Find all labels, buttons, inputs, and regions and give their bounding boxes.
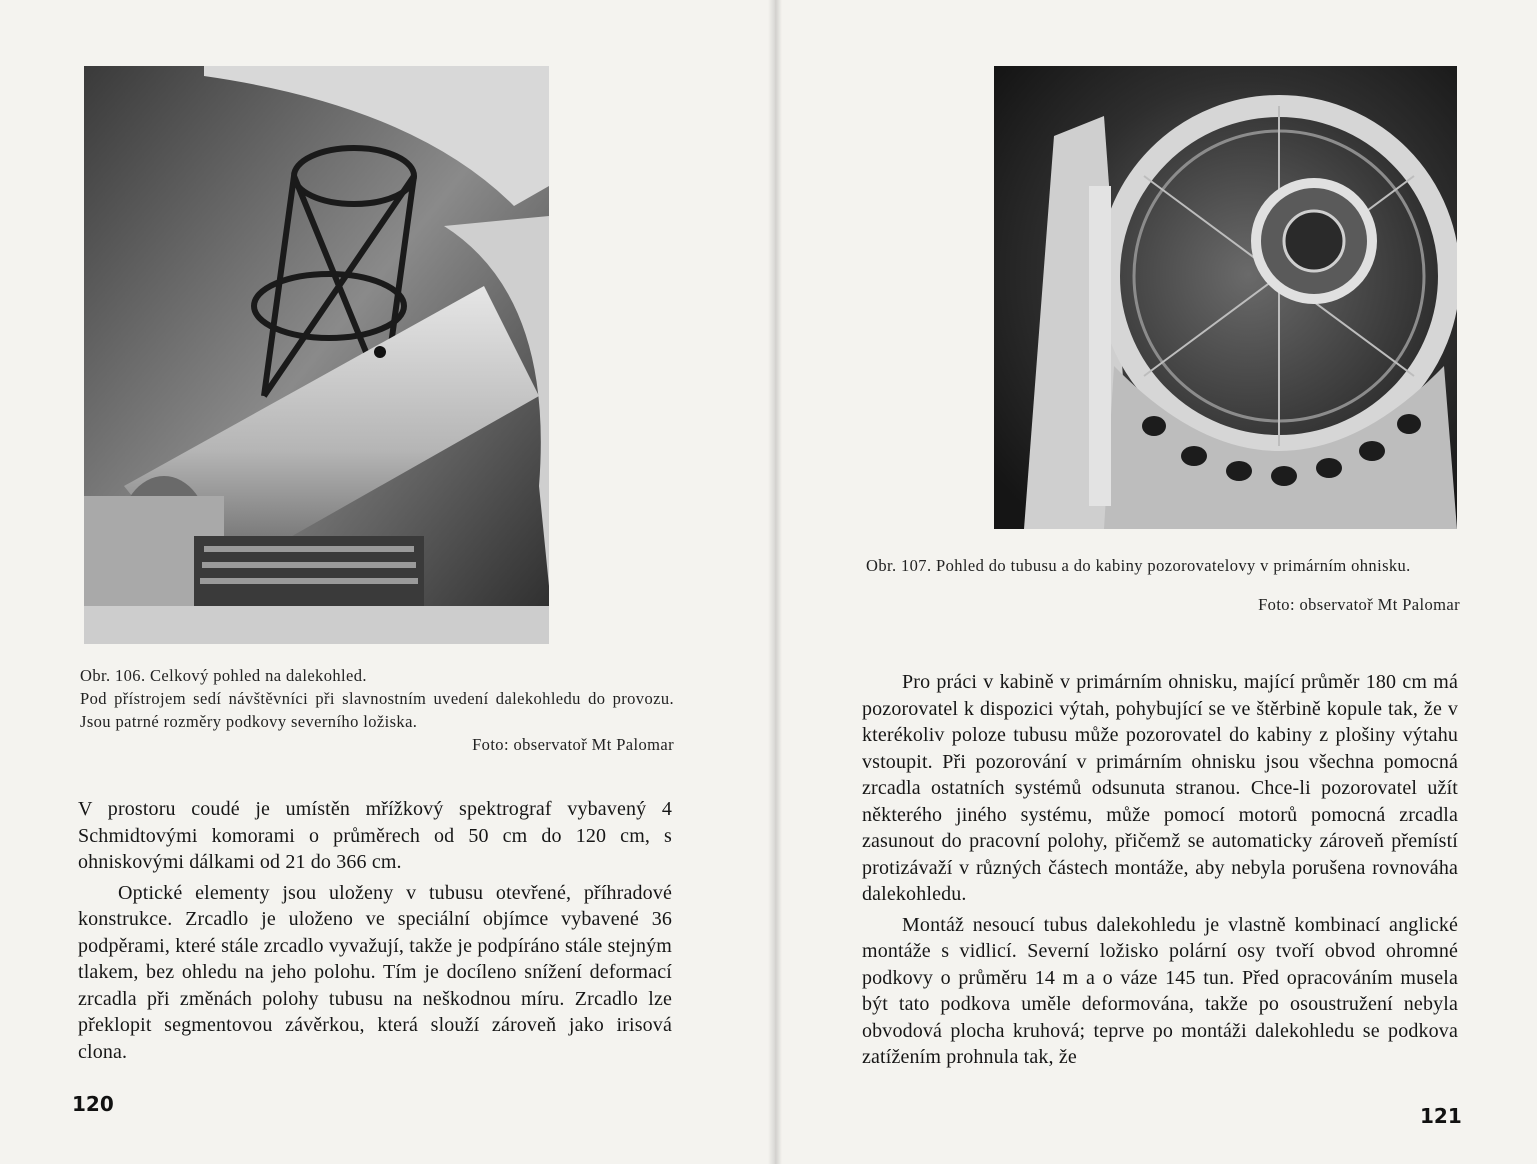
- paragraph: V prostoru coudé je umístěn mřížkový spektrograf vybavený 4 Schmidtovými komorami o průměrech od 50 cm do 120 cm, s ohniskovými dálkami od 21 do 366 cm.: [78, 798, 672, 873]
- telescope-overview-photo: [84, 66, 549, 644]
- page-number-left: 120: [72, 1092, 114, 1116]
- paragraph: Pro práci v kabině v primárním ohnisku, mající průměr 180 cm má pozorovatel k dispozici výtah, pohybující se ve štěrbině kopule tak, že v kterékoliv poloze tubusu může pozorovatel do kabiny z plošiny výtahu vstoupit. Při pozorování v primárním ohnisku jsou všechna pomocná zrcadla ostatních systémů odsunuta stranou. Chce-li pozorovatel užít některého jiného systému, může pomocí motorů pomocná zrcadla zasunout do pracovní polohy, přičemž se automaticky zároveň přemístí protizávaží v různých částech montáže, aby nebyla porušena rovnováha dalekohledu.: [862, 671, 1458, 905]
- paragraph: Optické elementy jsou uloženy v tubusu otevřené, příhradové konstrukce. Zrcadlo je uloženo ve speciální objímce vybavené 36 podpěrami, které stále zrcadlo vyvažují, takže je podpíráno stále stejným tlakem, bez ohledu na jeho polohu. Tím je docíleno snížení deformací zrcadla při změnách polohy tubusu na neškodnou míru. Zrcadlo lze překlopit segmentovou závěrkou, která slouží zároveň jako irisová clona.: [78, 881, 672, 1063]
- telescope-tube-photo: [994, 66, 1457, 529]
- left-page-body: [78, 796, 672, 1069]
- figure-106-credit: Foto: observatoř Mt Palomar: [472, 735, 674, 754]
- figure-107-caption: [866, 554, 1460, 616]
- figure-107-description: Obr. 107. Pohled do tubusu a do kabiny pozorovatelovy v primárním ohnisku.: [866, 556, 1411, 575]
- figure-106-title: Obr. 106. Celkový pohled na dalekohled.: [80, 666, 367, 685]
- paragraph: Montáž nesoucí tubus dalekohledu je vlastně kombinací anglické montáže s vidlicí. Severní ložisko polární osy tvoří obvod ohromné podkovy o průměru 14 m a o váze 145 tun. Před opracováním musela být tato podkova uměle deformována, takže po osoustružení nebyla obvodová plocha kruhová; teprve po montáži dalekohledu se podkova zatížením prohnula tak, že: [862, 913, 1458, 1068]
- figure-106-description: Pod přístrojem sedí návštěvníci při slavnostním uvedení dalekohledu do provozu. Jsou patrné rozměry podkovy severního ložiska.: [80, 689, 674, 731]
- right-page-body: [862, 669, 1458, 1075]
- right-page: [782, 0, 1537, 1164]
- figure-106-caption: [80, 664, 674, 756]
- left-page: [0, 0, 768, 1164]
- book-gutter: [768, 0, 782, 1164]
- figure-107-credit: Foto: observatoř Mt Palomar: [1258, 595, 1460, 614]
- page-number-right: 121: [1420, 1104, 1462, 1128]
